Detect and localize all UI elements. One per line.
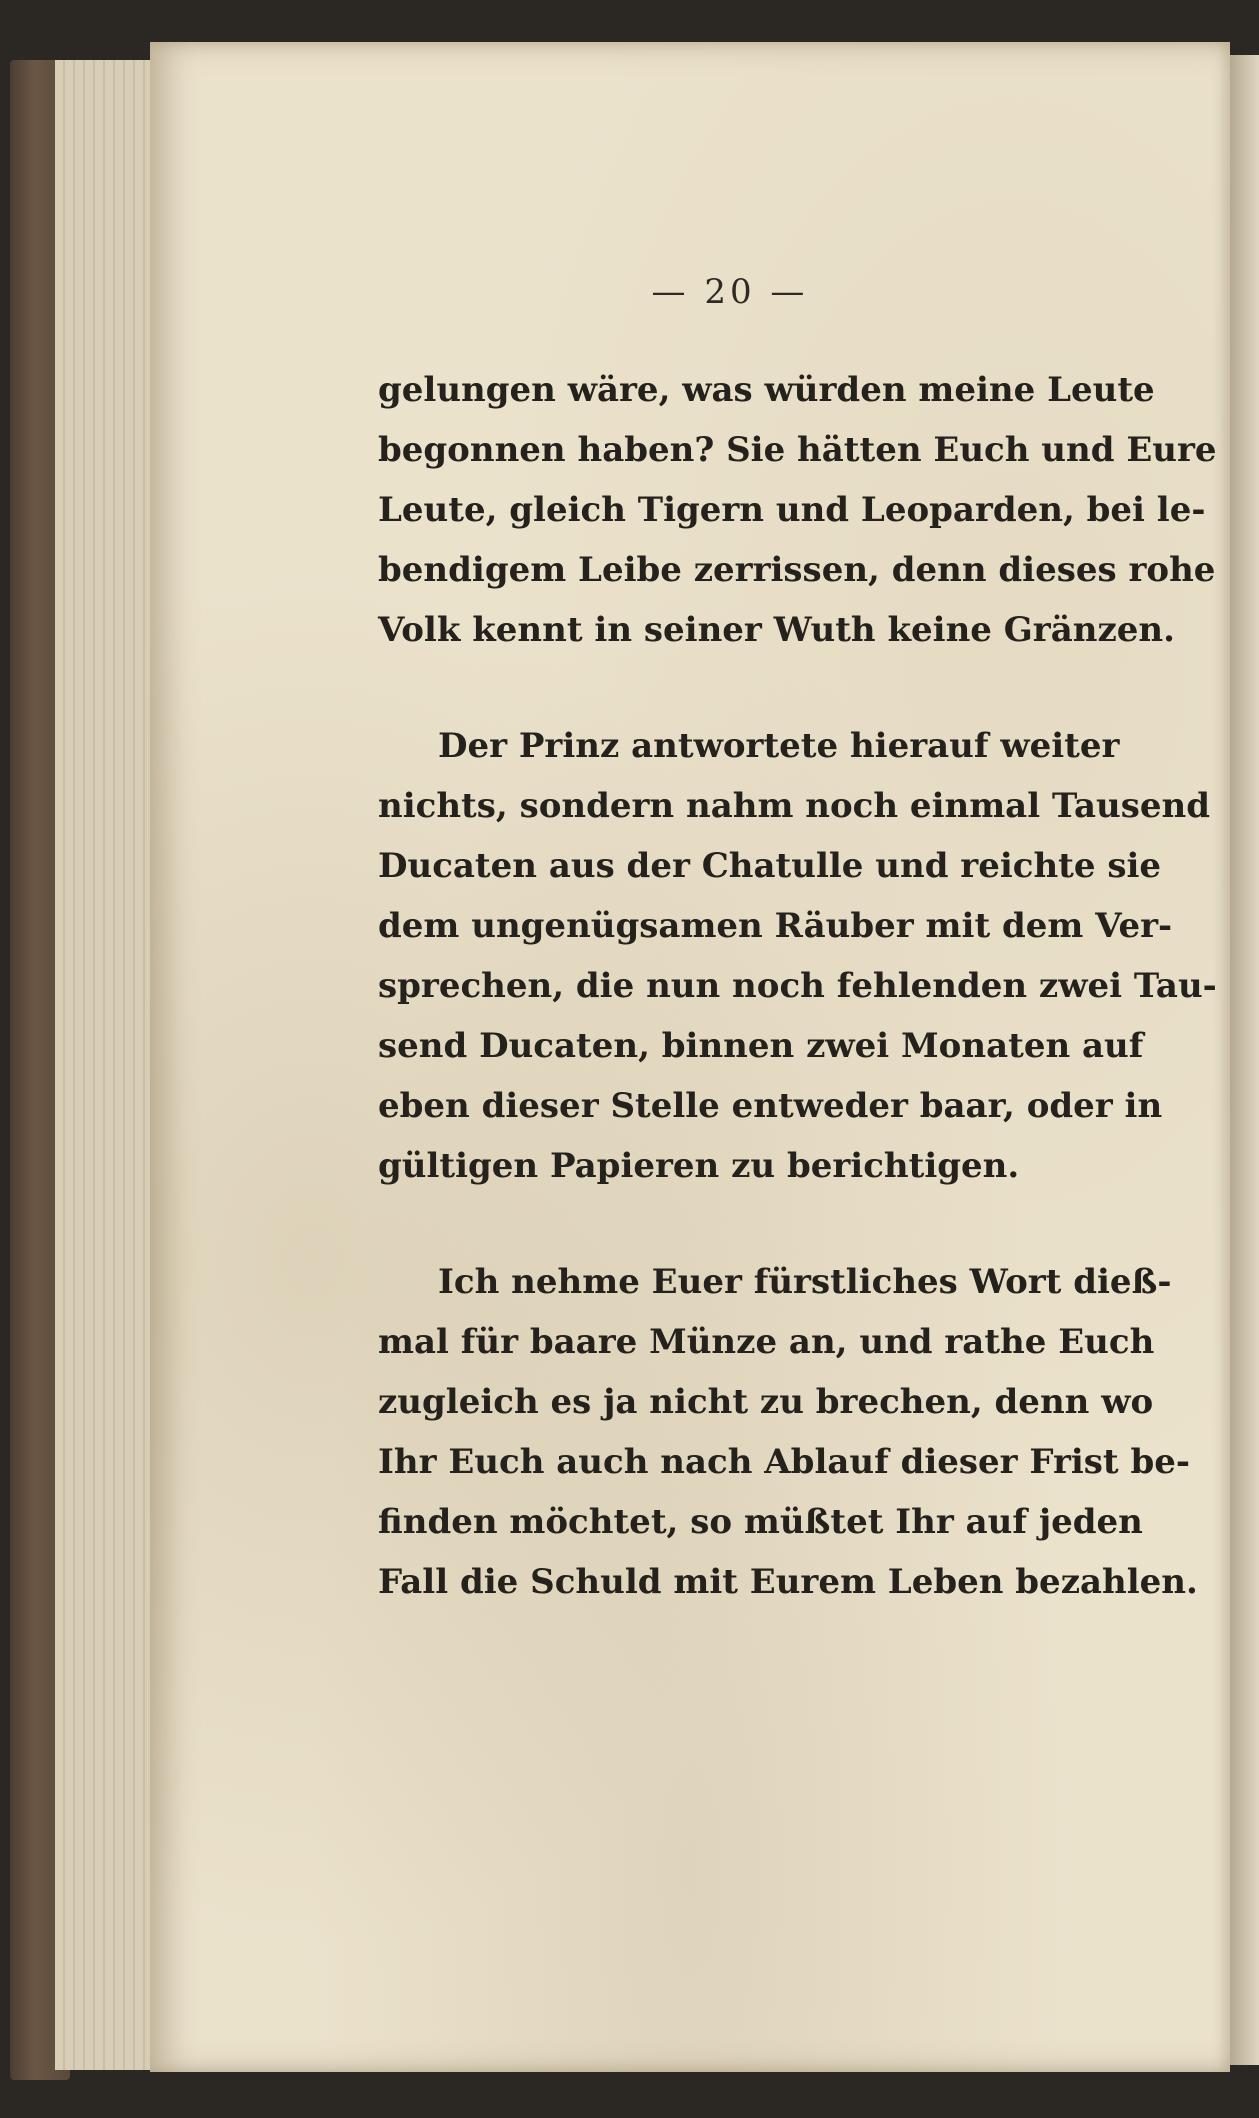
text-line: finden möchtet, so müßtet Ihr auf jeden xyxy=(378,1502,1143,1542)
text-line: Ducaten aus der Chatulle und reichte sie xyxy=(378,846,1162,886)
text-line: gültigen Papieren zu berichtigen. xyxy=(378,1146,1020,1186)
facing-page-edge xyxy=(1229,55,1259,2065)
text-line: Ihr Euch auch nach Ablauf dieser Frist be- xyxy=(378,1442,1190,1482)
text-line: Leute, gleich Tigern und Leoparden, bei le- xyxy=(378,490,1206,530)
text-line: begonnen haben? Sie hätten Euch und Eure xyxy=(378,430,1217,470)
paragraph-spacer xyxy=(378,1196,1096,1252)
paragraph xyxy=(378,360,1217,660)
text-line: Fall die Schuld mit Eurem Leben bezahlen. xyxy=(378,1562,1198,1602)
text-line: sprechen, die nun noch fehlenden zwei Tau- xyxy=(378,966,1217,1006)
text-line: bendigem Leibe zerrissen, denn dieses rohe xyxy=(378,550,1216,590)
text-line: Volk kennt in seiner Wuth keine Gränzen. xyxy=(378,610,1175,650)
page-stack-edges xyxy=(55,60,165,2070)
paragraph xyxy=(378,1252,1198,1612)
text-line: eben dieser Stelle entweder baar, oder in xyxy=(378,1086,1163,1126)
text-line: Der Prinz antwortete hierauf weiter xyxy=(438,726,1120,766)
text-line: Ich nehme Euer fürstliches Wort dieß- xyxy=(438,1262,1172,1302)
text-line: gelungen wäre, was würden meine Leute xyxy=(378,370,1155,410)
text-line: dem ungenügsamen Räuber mit dem Ver- xyxy=(378,906,1173,946)
body-text xyxy=(378,360,1217,1612)
text-line: mal für baare Münze an, und rathe Euch xyxy=(378,1322,1155,1362)
text-line: nichts, sondern nahm noch einmal Tausend xyxy=(378,786,1211,826)
text-line: send Ducaten, binnen zwei Monaten auf xyxy=(378,1026,1144,1066)
paragraph xyxy=(378,716,1217,1196)
text-line: zugleich es ja nicht zu brechen, denn wo xyxy=(378,1382,1154,1422)
paragraph-spacer xyxy=(378,660,1096,716)
page-number: — 20 — xyxy=(651,272,809,312)
